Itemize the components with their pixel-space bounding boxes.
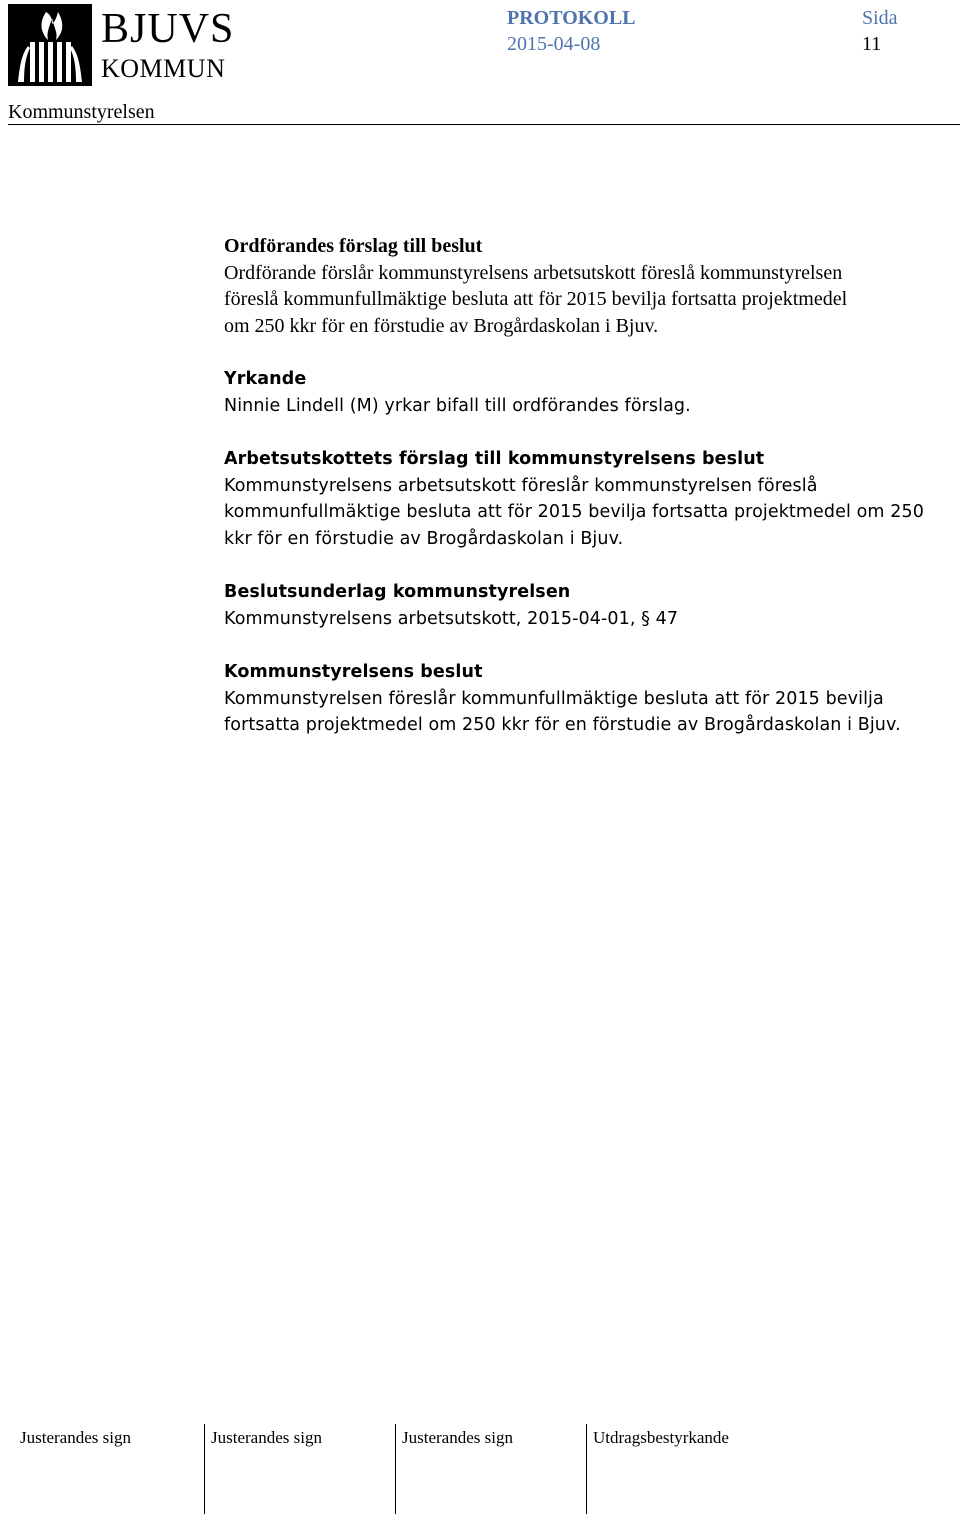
- section-line: föreslå kommunfullmäktige besluta att för 2015 bevilja fortsatta projektmedel: [224, 288, 848, 310]
- logo-text-kommun: KOMMUN: [101, 54, 226, 83]
- signature-label: Utdragsbestyrkande: [593, 1428, 729, 1447]
- bjuvs-kommun-logo: [8, 4, 248, 86]
- section-line: Ordförande förslår kommunstyrelsens arbetsutskott föreslå kommunstyrelsen: [224, 261, 843, 284]
- page-label: Sida: [862, 7, 898, 29]
- section-heading: Beslutsunderlag kommunstyrelsen: [224, 582, 571, 602]
- document-type: PROTOKOLL: [507, 7, 636, 29]
- section-board-decision: [224, 659, 956, 739]
- body-name: Kommunstyrelsen: [8, 101, 155, 123]
- section-line: om 250 kkr för en förstudie av Brogårdaskolan i Bjuv.: [224, 314, 659, 337]
- section-motion: [224, 366, 956, 419]
- signature-footer: [0, 1424, 960, 1514]
- section-line: Kommunstyrelsens arbetsutskott, 2015-04-01, § 47: [224, 608, 679, 629]
- protocol-content: [224, 233, 956, 766]
- section-heading: Ordförandes förslag till beslut: [224, 235, 483, 257]
- signature-divider: [586, 1424, 587, 1514]
- section-heading: Kommunstyrelsens beslut: [224, 662, 483, 682]
- section-heading: Yrkande: [224, 369, 307, 389]
- section-line: Ninnie Lindell (M) yrkar bifall till ordförandes förslag.: [224, 395, 691, 416]
- signature-divider: [204, 1424, 205, 1514]
- section-line: fortsatta projektmedel om 250 kkr för en förstudie av Brogårdaskolan i Bjuv.: [224, 715, 901, 735]
- section-committee-proposal: [224, 446, 956, 552]
- section-line: kommunfullmäktige besluta att för 2015 bevilja fortsatta projektmedel om 250: [224, 502, 924, 522]
- section-line: kkr för en förstudie av Brogårdaskolan i Bjuv.: [224, 528, 624, 549]
- torch-emblem-icon: [8, 4, 98, 86]
- logo-text-bjuvs: BJUVS: [101, 6, 235, 52]
- section-chair-proposal: [224, 233, 956, 339]
- page-number: 11: [862, 33, 882, 55]
- signature-label: Justerandes sign: [211, 1428, 322, 1447]
- section-heading: Arbetsutskottets förslag till kommunstyrelsens beslut: [224, 449, 765, 469]
- section-decision-basis: [224, 579, 956, 632]
- document-date: 2015-04-08: [507, 33, 601, 55]
- section-line: Kommunstyrelsen föreslår kommunfullmäktige besluta att för 2015 bevilja: [224, 688, 884, 709]
- signature-divider: [395, 1424, 396, 1514]
- header-divider: [8, 124, 960, 125]
- section-line: Kommunstyrelsens arbetsutskott föreslår kommunstyrelsen föreslå: [224, 475, 818, 496]
- signature-label: Justerandes sign: [20, 1428, 131, 1447]
- signature-label: Justerandes sign: [402, 1428, 513, 1447]
